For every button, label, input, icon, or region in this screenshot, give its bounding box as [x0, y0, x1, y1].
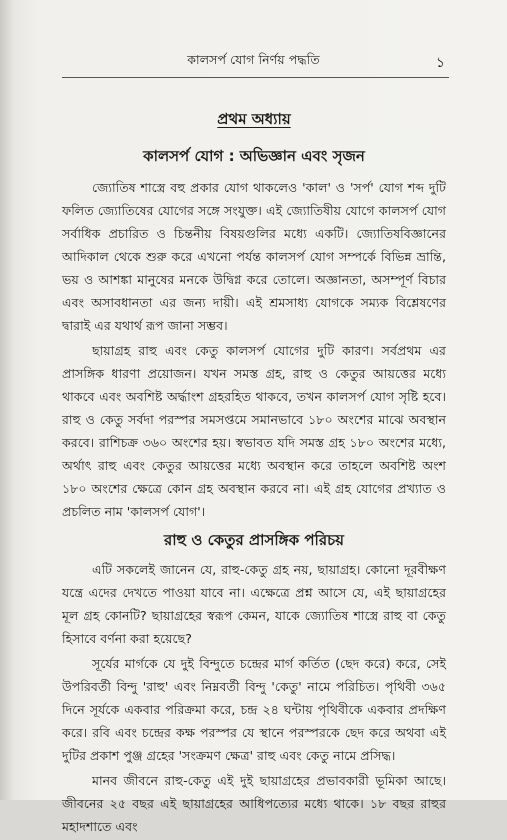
section-heading: কালসর্প যোগ : অভিজ্ঞান এবং সৃজন [143, 147, 365, 165]
paragraph: ছায়াগ্রহ রাহু এবং কেতু কালসর্প যোগের দুটি কারণ। সর্বপ্রথম এর প্রাসঙ্গিক ধারণা প্রয়োজন। যখন সমস্ত গ্রহ, রাহু ও কেতুর আয়ত্তের মধ্যে থাকবে এবং অবশিষ্ট অর্দ্ধাংশ গ্রহরহিত থাকবে, তখন কালসর্প যোগ সৃষ্টি হবে। রাহু ও কেতু সর্বদা পরস্পর সমসপ্তমে সমানভাবে ১৮০ অংশের মাঝে অবস্থান করবে। রাশিচক্র ৩৬০ অংশের হয়। স্বভাবত যদি সমস্ত গ্রহ ১৮০ অংশের মধ্যে, অর্থাৎ রাহু এবং কেতুর আয়ত্তের মধ্যে অবস্থান করে তাহলে অবশিষ্ট অংশ ১৮০ অংশের ক্ষেত্রে কোন গ্রহ অবস্থান করবে না। এই গ্রহ যোগের প্রখ্যাত ও প্রচলিত নাম 'কালসর্প যোগ'। [62, 343, 446, 519]
paragraph: এটি সকলেই জানেন যে, রাহু-কেতু গ্রহ নয়, ছায়াগ্রহ। কোনো দূরবীক্ষণ যন্ত্রে এদের দেখতে পাওয়া যাবে না। এক্ষেত্রে প্রশ্ন আসে যে, এই ছায়াগ্রহের মূল গ্রহ কোনটি? ছায়াগ্রহের স্বরূপ কেমন, যাকে জ্যোতিষ শাস্ত্রে রাহু বা কেতু হিসাবে বর্ণনা করা হয়েছে? [62, 562, 446, 646]
header-rule [62, 77, 449, 78]
paragraph: জ্যোতিষ শাস্ত্রে বহু প্রকার যোগ থাকলেও 'কাল' ও 'সর্প' যোগ শব্দ দুটি ফলিত জ্যোতিষের যোগের সঙ্গে সংযুক্ত। এই জ্যোতিষীয় যোগে কালসর্প যোগ সর্বাধিক প্রচারিত ও চিন্তনীয় বিষয়গুলির মধ্যে একটি। জ্যোতিষবিজ্ঞানের আদিকাল থেকে শুরু করে এখনো পর্যন্ত কালসর্প যোগ সম্পর্কে বিভিন্ন ভ্রান্তি, ভয় ও আশঙ্কা মানুষের মনকে উদ্বিগ্ন করে তোলে। অজ্ঞানতা, অসম্পূর্ণ বিচার এবং অসাবধানতা এর জন্য দায়ী। এই শ্রমসাধ্য যোগকে সম্যক বিশ্লেষণের দ্বারাই এর যথার্থ রূপ জানা সম্ভব। [62, 180, 446, 333]
chapter-title: প্রথম অধ্যায় [217, 110, 291, 128]
section-kalsarpa-yoga [62, 145, 446, 523]
section-heading: রাহু ও কেতুর প্রাসঙ্গিক পরিচয় [163, 531, 345, 549]
section-rahu-ketu-intro [62, 529, 446, 838]
paragraph: সূর্যের মার্গকে যে দুই বিন্দুতে চন্দ্রের মার্গ কর্তিত (ছেদ করে) করে, সেই উপরিবর্তী বিন্দু 'রাহু' এবং নিম্নবর্তী বিন্দু 'কেতু' নামে পরিচিত। পৃথিবী ৩৬৫ দিনে সূর্যকে একবার পরিক্রমা করে, চন্দ্র ২৪ ঘন্টায় পৃথিবীকে একবার প্রদক্ষিণ করে। রবি এবং চন্দ্রের কক্ষ পরস্পর যে স্থানে পরস্পরকে ছেদ করে অথবা এই দুটির প্রকাশ পুঞ্জ গ্রহের 'সংক্রমণ ক্ষেত্র' রাহু এবং কেতু নামে প্রসিদ্ধ। [62, 656, 446, 763]
running-header [0, 52, 507, 72]
page-body [62, 108, 446, 840]
page-number: ১ [435, 55, 445, 71]
paragraph: মানব জীবনে রাহু-কেতু এই দুই ছায়াগ্রহের প্রভাবকারী ভূমিকা আছে। জীবনের ২৫ বছর এই ছায়াগ্রহের আধিপত্যের মধ্যে থাকে। ১৮ বছর রাহুর মহাদশাতে এবং [62, 773, 446, 834]
running-header-title: কালসর্প যোগ নির্ণয় পদ্ধতি [187, 52, 320, 67]
